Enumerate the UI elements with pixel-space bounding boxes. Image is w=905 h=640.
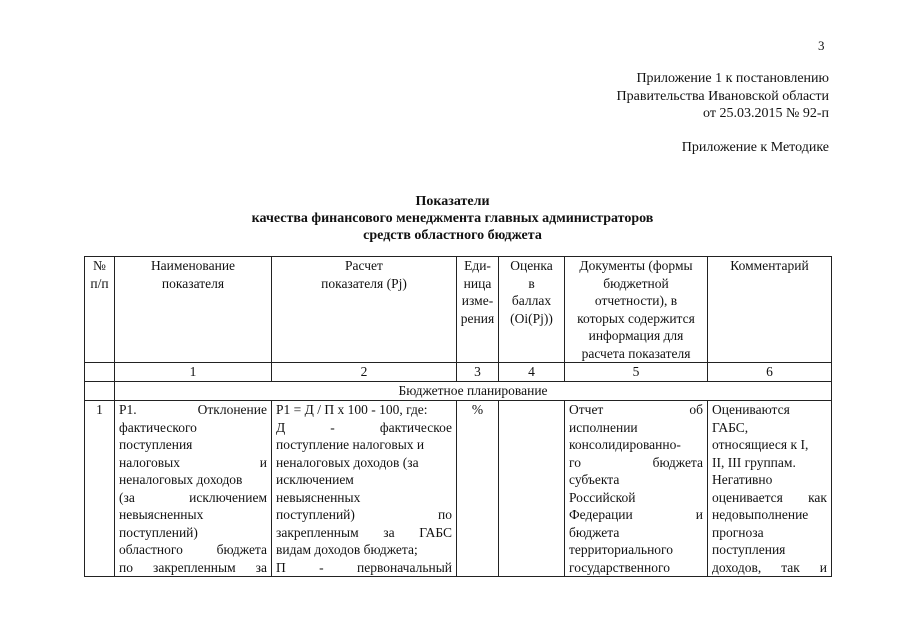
approval-line: Приложение 1 к постановлению <box>636 71 829 86</box>
column-number: 5 <box>565 363 708 382</box>
cell-line: рения <box>460 310 495 326</box>
cell-line: го бюджета <box>569 454 703 470</box>
cell-line: изме- <box>461 293 494 308</box>
cell-line: ница <box>463 275 492 291</box>
header-calc <box>272 257 457 363</box>
row-docs <box>565 401 708 577</box>
column-number: 1 <box>115 363 272 382</box>
cell-line: п/п <box>90 275 109 291</box>
cell-line: которых содержится <box>577 310 695 326</box>
cell-line: P1. Отклонение <box>119 402 267 417</box>
cell-line: информация для <box>588 328 684 343</box>
table-row <box>85 401 832 577</box>
cell-line: доходов, так и <box>712 559 827 575</box>
cell-line: недовыполнение <box>712 507 809 522</box>
cell-line: ГАБС, <box>712 419 749 435</box>
row-score <box>499 401 565 577</box>
cell-line: закрепленным за ГАБС <box>276 524 452 540</box>
cell-line: исключением <box>276 472 354 487</box>
cell-line: (Oi(Pj)) <box>510 310 553 326</box>
approval-line: Правительства Ивановской области <box>616 88 829 104</box>
cell-line: территориального <box>569 542 673 557</box>
cell-line: показателя (Pj) <box>321 275 407 291</box>
cell-line: Отчет об <box>569 402 703 417</box>
column-number: 6 <box>708 363 832 382</box>
cell-line: государственного <box>569 559 670 575</box>
header-name <box>115 257 272 363</box>
column-number-row <box>85 363 832 382</box>
cell-line: Российской <box>569 489 636 505</box>
page-number: 3 <box>818 38 825 53</box>
cell-line: поступления <box>119 437 193 452</box>
approval-line: от 25.03.2015 № 92-п <box>703 106 829 121</box>
cell-line: бюджетной <box>603 275 669 291</box>
cell-line: Документы (формы <box>579 258 693 273</box>
cell-line: в <box>528 275 535 291</box>
cell-line: невыясненных <box>276 489 361 505</box>
cell-line: бюджета <box>569 524 620 540</box>
header-num <box>85 257 115 363</box>
cell-line: расчета показателя <box>581 345 691 361</box>
cell-line: фактического <box>119 419 197 435</box>
cell-line: неналоговых доходов (за <box>276 454 419 470</box>
title-line: средств областного бюджета <box>363 228 542 243</box>
cell-line: поступление налоговых и <box>276 437 425 452</box>
cell-line: II, III группам. <box>712 454 796 470</box>
cell-line: Негативно <box>712 472 773 487</box>
cell-line: оценивается как <box>712 489 827 505</box>
section-title: Бюджетное планирование <box>115 382 832 401</box>
cell-line: поступлений) по <box>276 507 452 522</box>
row-unit: % <box>457 401 499 577</box>
cell-line: поступления <box>712 542 786 557</box>
header-score <box>499 257 565 363</box>
methodic-appendix: Приложение к Методике <box>681 140 829 155</box>
row-comment <box>708 401 832 577</box>
cell-line: Оценка <box>510 258 553 273</box>
cell-line: P1 = Д / П х 100 - 100, где: <box>276 402 428 417</box>
cell-line: поступлений) <box>119 524 198 540</box>
cell-line: Оцениваются <box>712 402 790 417</box>
cell-line: областного бюджета <box>119 542 267 557</box>
cell-line: субъекта <box>569 472 620 487</box>
cell-line: невыясненных <box>119 507 204 522</box>
header-docs <box>565 257 708 363</box>
cell-line: налоговых и <box>119 454 267 470</box>
column-number: 4 <box>499 363 565 382</box>
cell-line: по закрепленным за <box>119 559 267 575</box>
cell-line: видам доходов бюджета; <box>276 542 418 557</box>
section-row <box>85 382 832 401</box>
indicators-table <box>84 256 832 577</box>
cell-line: Наименование <box>150 258 236 273</box>
cell-line: исполнении <box>569 419 638 435</box>
cell-line: прогноза <box>712 524 764 540</box>
document-title <box>0 193 905 244</box>
row-num: 1 <box>85 401 115 577</box>
cell-line: № <box>93 258 106 273</box>
title-line: Показатели <box>415 194 490 209</box>
cell-line: Расчет <box>345 258 383 273</box>
cell-line: отчетности), в <box>594 293 678 308</box>
cell-line: неналоговых доходов <box>119 472 243 487</box>
cell-line: Комментарий <box>730 258 809 273</box>
title-line: качества финансового менеджмента главных администраторов <box>251 211 654 226</box>
approval-block <box>617 70 829 123</box>
column-number: 3 <box>457 363 499 382</box>
header-unit <box>457 257 499 363</box>
cell-line: (за исключением <box>119 489 267 505</box>
cell-line: Федерации и <box>569 507 703 522</box>
section-blank <box>85 382 115 401</box>
column-number-blank <box>85 363 115 382</box>
header-comment <box>708 257 832 363</box>
cell-line: баллах <box>511 293 552 308</box>
cell-line: относящиеся к I, <box>712 437 809 452</box>
row-calc <box>272 401 457 577</box>
cell-line: консолидированно- <box>569 437 681 452</box>
table-header-row <box>85 257 832 363</box>
cell-line: показателя <box>161 275 225 291</box>
cell-line: Д - фактическое <box>276 419 452 435</box>
cell-line: П - первоначальный <box>276 559 452 575</box>
column-number: 2 <box>272 363 457 382</box>
row-name <box>115 401 272 577</box>
cell-line: Еди- <box>464 258 491 273</box>
